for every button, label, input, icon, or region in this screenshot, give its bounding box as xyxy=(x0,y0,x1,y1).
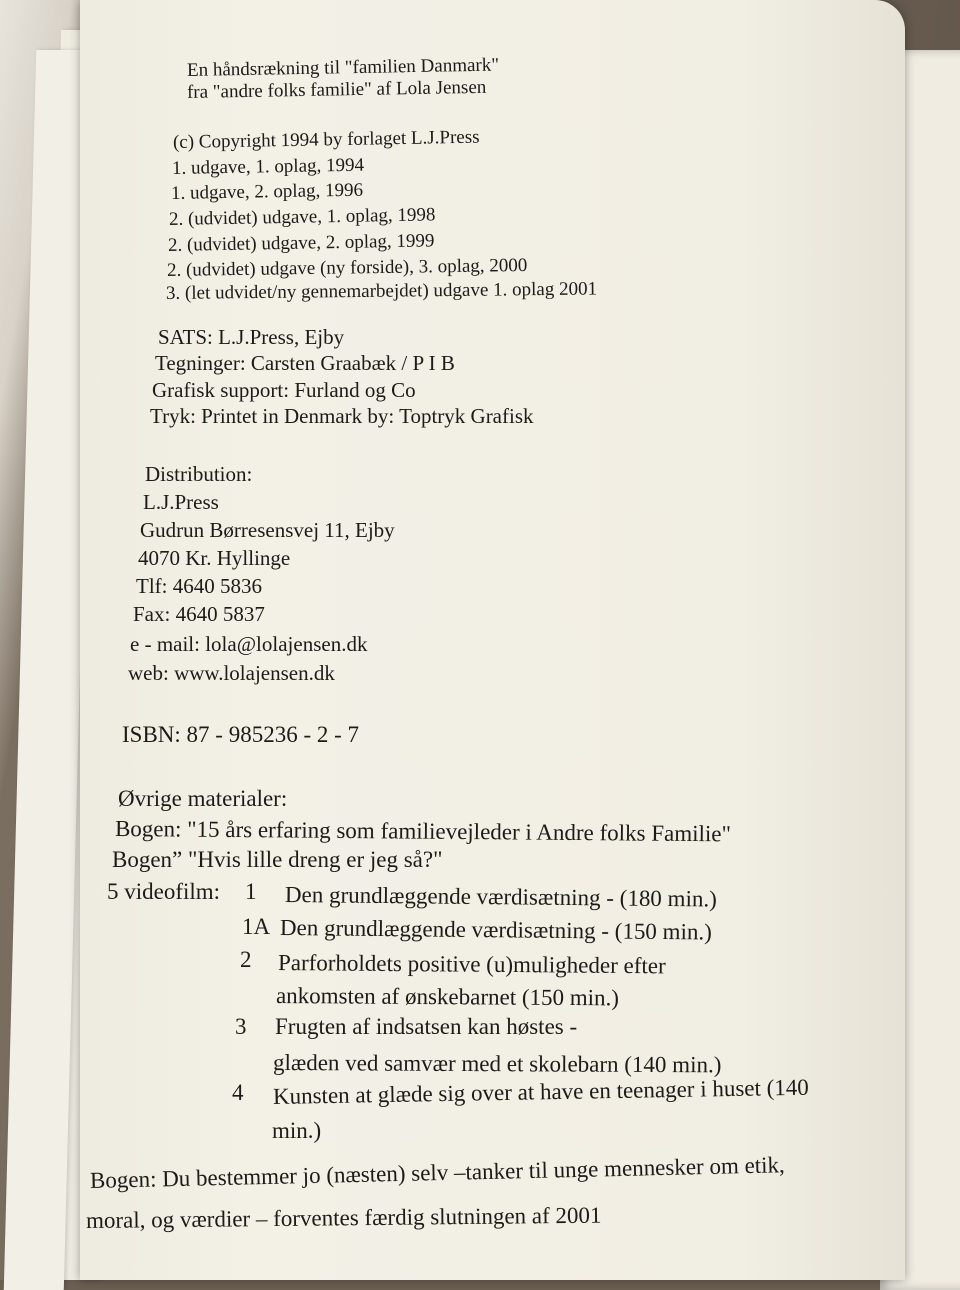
distribution-email: e - mail: lola@lolajensen.dk xyxy=(130,632,368,656)
tegninger-line: Tegninger: Carsten Graabæk / P I B xyxy=(155,351,455,375)
distribution-phone: Tlf: 4640 5836 xyxy=(136,574,262,598)
book-line: Bogen: "15 års erfaring som familievejleder i Andre folks Familie" xyxy=(114,816,732,847)
video-title: Kunsten at glæde sig over at have en teenager i huset (140 xyxy=(272,1074,810,1109)
video-number: 1A xyxy=(242,914,271,939)
sats-line: SATS: L.J.Press, Ejby xyxy=(158,325,345,349)
distribution-heading: Distribution: xyxy=(145,462,253,486)
distribution-street: Gudrun Børresensvej 11, Ejby xyxy=(140,518,395,542)
book-line: Bogen: Du bestemmer jo (næsten) selv –tanker til unge mennesker om etik, xyxy=(89,1152,786,1193)
title-line: En håndsrækning til "familien Danmark" xyxy=(186,54,500,81)
video-title-cont: glæden ved samvær med et skolebarn (140 min.) xyxy=(272,1050,722,1078)
video-number: 4 xyxy=(232,1080,244,1105)
video-number: 2 xyxy=(240,947,252,972)
video-title: Frugten af indsatsen kan høstes - xyxy=(275,1014,578,1039)
edition-line: 2. (udvidet) udgave, 2. oplag, 1999 xyxy=(167,230,435,256)
video-number: 3 xyxy=(235,1014,247,1039)
edition-line: 2. (udvidet) udgave, 1. oplag, 1998 xyxy=(168,204,436,230)
isbn: ISBN: 87 - 985236 - 2 - 7 xyxy=(122,722,360,747)
author-line: fra "andre folks familie" af Lola Jensen xyxy=(186,76,487,103)
video-number: 1 xyxy=(245,879,257,904)
video-title: Den grundlæggende værdisætning - (150 min.) xyxy=(279,915,712,945)
distribution-web: web: www.lolajensen.dk xyxy=(128,661,335,685)
videos-label: 5 videofilm: xyxy=(107,879,221,904)
video-title-cont: ankomsten af ønskebarnet (150 min.) xyxy=(275,983,620,1011)
edition-line: 1. udgave, 1. oplag, 1994 xyxy=(171,154,365,179)
book-line-cont: moral, og værdier – forventes færdig slutningen af 2001 xyxy=(85,1202,602,1233)
tryk-line: Tryk: Printet in Denmark by: Toptryk Grafisk xyxy=(150,404,534,428)
distribution-fax: Fax: 4640 5837 xyxy=(133,602,265,626)
video-title-cont: min.) xyxy=(272,1118,322,1143)
materials-heading: Øvrige materialer: xyxy=(118,786,288,811)
distribution-city: 4070 Kr. Hyllinge xyxy=(138,546,291,570)
copyright-notice: (c) Copyright 1994 by forlaget L.J.Press xyxy=(172,126,480,153)
grafisk-line: Grafisk support: Furland og Co xyxy=(152,378,416,402)
edition-line: 1. udgave, 2. oplag, 1996 xyxy=(170,179,364,204)
edition-line: 3. (let udvidet/ny gennemarbejdet) udgave 1. oplag 2001 xyxy=(165,278,598,304)
video-title: Parforholdets positive (u)muligheder efter xyxy=(277,950,666,979)
video-title: Den grundlæggende værdisætning - (180 min.) xyxy=(284,882,717,912)
book-line: Bogen” "Hvis lille dreng er jeg så?" xyxy=(112,847,443,872)
edition-line: 2. (udvidet) udgave (ny forside), 3. oplag, 2000 xyxy=(166,254,528,281)
book-page xyxy=(80,0,905,1280)
distribution-name: L.J.Press xyxy=(143,490,219,514)
